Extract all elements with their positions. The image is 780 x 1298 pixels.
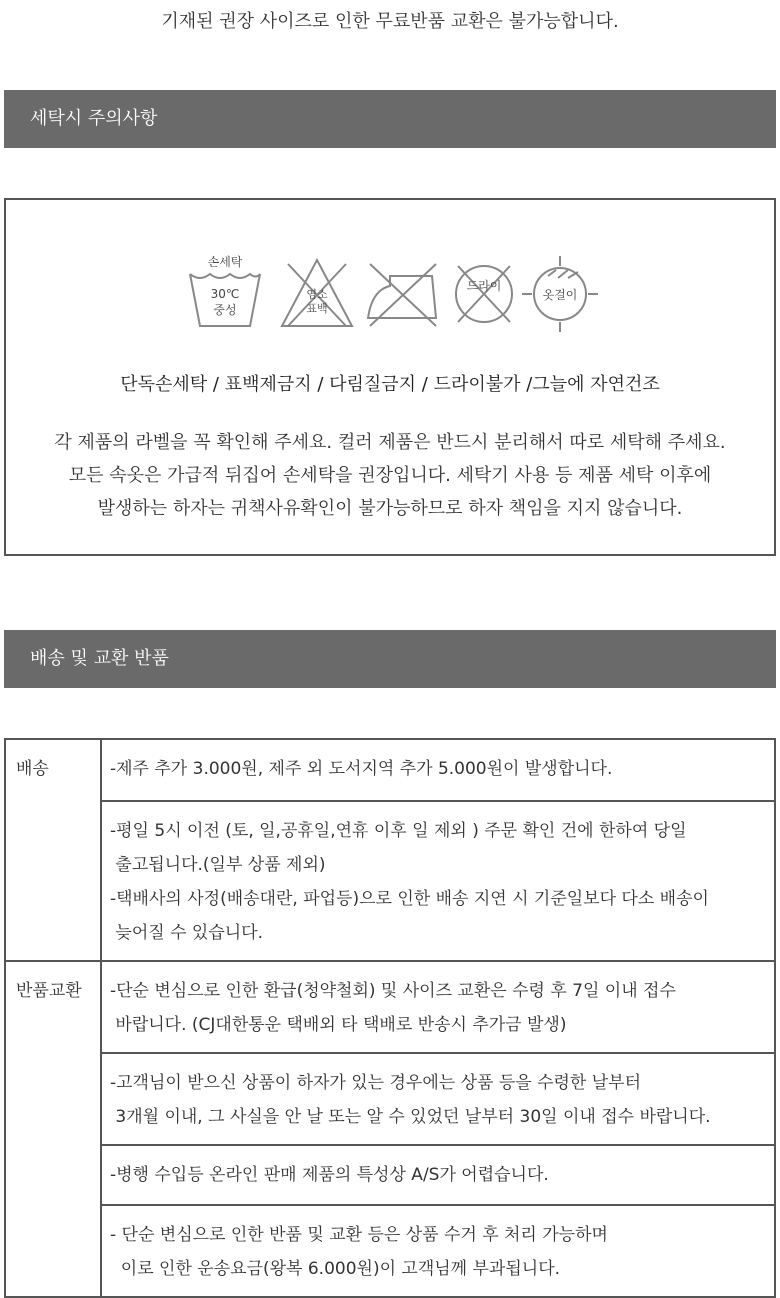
hand-wash-label-mid: 30℃ (210, 287, 240, 301)
category-cell-shipping: 배송 (5, 739, 101, 961)
content-cell (101, 961, 775, 1053)
content-line: -택배사의 사정(배송대란, 파업등)으로 인한 배송 지연 시 기준일보다 다소 배송이 (110, 889, 709, 909)
content-line: -병행 수입등 온라인 판매 제품의 특성상 A/S가 어렵습니다. (110, 1165, 549, 1185)
care-notes (6, 426, 774, 525)
no-bleach-label-bot: 표백 (306, 302, 328, 315)
no-bleach-icon (278, 254, 356, 334)
content-line: -고객님이 받으신 상품이 하자가 있는 경우에는 상품 등을 수령한 날부터 (110, 1073, 642, 1093)
shipping-section-header (4, 630, 776, 688)
content-line: 이로 인한 운송요금(왕복 6.000원)이 고객님께 부과됩니다. (110, 1259, 561, 1279)
content-cell (101, 1205, 775, 1297)
table-row (5, 1205, 775, 1297)
care-summary: 단독손세탁 / 표백제금지 / 다림질금지 / 드라이불가 /그늘에 자연건조 (120, 374, 660, 395)
table-row (5, 1053, 775, 1145)
shade-dry-icon (518, 254, 602, 334)
care-instructions-box (4, 198, 776, 556)
content-line: 3개월 이내, 그 사실을 안 날 또는 알 수 있었던 날부터 30일 이내 접수 바랍니다. (110, 1107, 711, 1127)
table-row (5, 961, 775, 1053)
no-dry-clean-icon (444, 254, 524, 334)
care-section-header (4, 90, 776, 148)
care-note-line: 발생하는 하자는 귀책사유확인이 불가능하므로 하자 책임을 지지 않습니다. (97, 498, 683, 519)
care-note-line: 각 제품의 라벨을 꼭 확인해 주세요. 컬러 제품은 반드시 분리해서 따로 세탁해 주세요. (54, 432, 726, 453)
no-dry-clean-label: 드라이 (466, 279, 502, 293)
shipping-section-title: 배송 및 교환 반품 (30, 648, 169, 669)
no-bleach-label-top: 염소 (306, 288, 328, 301)
top-notice: 기재된 권장 사이즈로 인한 무료반품 교환은 불가능합니다. (161, 11, 619, 32)
no-iron-icon (362, 254, 442, 334)
category-cell-returns: 반품교환 (5, 961, 101, 1297)
table-row (5, 1145, 775, 1205)
shade-dry-label: 옷걸이 (542, 288, 578, 302)
care-note-line: 모든 속옷은 가급적 뒤집어 손세탁을 권장입니다. 세탁기 사용 등 제품 세탁 이후에 (68, 465, 712, 486)
care-section-title: 세탁시 주의사항 (30, 108, 158, 129)
hand-wash-icon (186, 254, 264, 334)
content-line: 늦어질 수 있습니다. (110, 923, 263, 943)
content-line: -단순 변심으로 인한 환급(청약철회) 및 사이즈 교환은 수령 후 7일 이내 접수 (110, 981, 676, 1001)
table-row (5, 801, 775, 961)
shipping-table (4, 738, 776, 1298)
content-cell (101, 1145, 775, 1205)
content-line: 출고됩니다.(일부 상품 제외) (110, 855, 326, 875)
content-line: - 단순 변심으로 인한 반품 및 교환 등은 상품 수거 후 처리 가능하며 (110, 1225, 608, 1245)
content-line: 바랍니다. (CJ대한통운 택배외 타 택배로 반송시 추가금 발생) (110, 1015, 567, 1035)
content-line: -제주 추가 3.000원, 제주 외 도서지역 추가 5.000원이 발생합니다. (110, 759, 613, 779)
content-cell (101, 739, 775, 801)
content-cell (101, 801, 775, 961)
care-icons-row (6, 254, 774, 334)
content-line: -평일 5시 이전 (토, 일,공휴일,연휴 이후 일 제외 ) 주문 확인 건에 한하여 당일 (110, 821, 687, 841)
hand-wash-label-bot: 중성 (213, 303, 237, 317)
hand-wash-label-top: 손세탁 (207, 255, 243, 269)
content-cell (101, 1053, 775, 1145)
table-row (5, 739, 775, 801)
